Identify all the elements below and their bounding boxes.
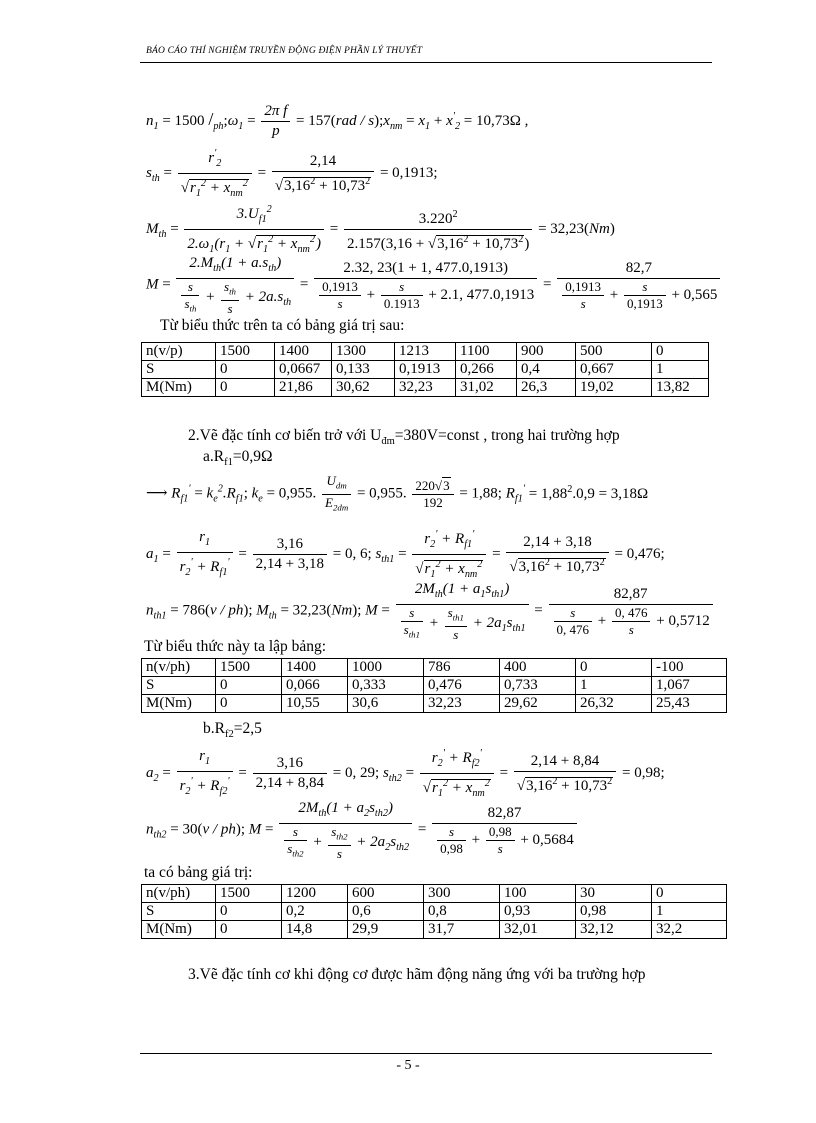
equation-sth: $s_{th}$ = $\frac{r'_2}{√r_1^2 + x_{nm}^2}$ = $\frac{2,14}{√3,16^2 + 10,73^2}$ = 0,1913; [146,145,438,202]
table-values-3 [141,884,727,939]
table-values-2 [141,658,727,713]
table-row: S 0 0,066 0,333 0,476 0,733 1 1,067 [142,677,727,695]
equation-rf1-ke: ⟶ $R_{f1}' = k_e^2.R_{f1}$; $k_e = 0,955$. $\frac{U_{dm}}{E_{2dm}}$ = 0,955. $\frac{220√3}{192}$ = 1,88; $R_{f1}' = 1,88^2.0,9 = 3,18\Omega$ [146,473,649,513]
section-3-heading: 3.Vẽ đặc tính cơ khi động cơ được hãm động năng ứng với ba trường hợp [188,966,646,983]
table-row: M(Nm) 0 21,86 30,62 32,23 31,02 26,3 19,02 13,82 [142,379,709,397]
equation-a1-sth1: $a_1$ = $\frac{r_1}{r_2' + R_{f1}'}$ = $\frac{3,16}{2,14 + 3,18}$ = 0, 6; $s_{th1}$ = $\frac{r_2' + R_{f1}'}{√r_1^2 + x_{nm}^2}$ = $\frac{2,14 + 3,18}{√3,16^2 + 10,73^2}$ = 0,476; [146,526,665,583]
footer-rule [140,1053,712,1054]
case-a-heading: $a.R_{f1}=0,9\Omega$ [203,448,273,469]
table2-intro: Từ biểu thức này ta lập bảng: [144,638,327,655]
equation-nth2-m: $n_{th2} = 30(v / ph)$; M = $2M_{th}(1 + a_2s_{th2})$ $\frac{s}{s_{th2}}$ + $\frac{s_{th2}}{s}$ + $2a_2s_{th2}$ = 82,87 $\frac{s}{0,98}$ + $\frac{0,98}{s}$ + 0,5684 [146,800,579,861]
equation-mth: $M_{th}$ = $\frac{3.U_{f1}^2}{2.\omega_1(r_1 + √r_1^2 + x_{nm}^2)}$ = $\frac{3.220^2}{2.157(3,16 + √3,16^2 + 10,73^2)}$ = 32,23(Nm) [146,201,615,258]
equation-n1-omega: $n_1 = 1500$ $/_{ph};\omega_1$ = $\frac{\text{2π f}}{p}$ = $157(rad / s);x_{nm} = x_1 + x'_2 = 10,73\Omega$ , [146,103,529,139]
table-values-1 [141,342,709,397]
table-row: M(Nm) 0 10,55 30,6 32,23 29,62 26,32 25,43 [142,695,727,713]
table-row: S 0 0,0667 0,133 0,1913 0,266 0,4 0,667 1 [142,361,709,379]
report-header: BÁO CÁO THÍ NGHIỆM TRUYỀN ĐỘNG ĐIỆN PHẦN LÝ THUYẾT [146,46,423,56]
table-row: S 0 0,2 0,6 0,8 0,93 0,98 1 [142,903,727,921]
table-row: n(v/ph) 1500 1200 600 300 100 30 0 [142,885,727,903]
section-2-heading: 2.Vẽ đặc tính cơ biến trở với $U_{đm}=380V=const$ , trong hai trường hợp [188,427,620,448]
table-row: n(v/ph) 1500 1400 1000 786 400 0 -100 [142,659,727,677]
table3-intro: ta có bảng giá trị: [144,864,253,881]
equation-nth1-m: $n_{th1} = 786(v / ph)$; $M_{th} = 32,23(Nm)$; M = $2M_{th}(1 + a_1s_{th1})$ $\frac{s}{s_{th1}}$ + $\frac{s_{th1}}{s}$ + $2a_1s_{th1}$ = 82,87 $\frac{s}{0, 476}$ + $\frac{0, 476}{s}$ + 0,5712 [146,581,715,642]
equation-a2-sth2: $a_2$ = $\frac{r_1}{r_2' + R_{f2}'}$ = $\frac{3,16}{2,14 + 8,84}$ = 0, 29; $s_{th2}$ = $\frac{r_2' + R_{f2}'}{√r_1^2 + x_{nm}^2}$ = $\frac{2,14 + 8,84}{√3,16^2 + 10,73^2}$ = 0,98; [146,745,665,802]
table-row: n(v/p) 1500 1400 1300 1213 1100 900 500 0 [142,343,709,361]
table1-intro: Từ biểu thức trên ta có bảng giá trị sau: [160,317,405,334]
equation-m-kloss: M = $2.M_{th}(1 + a.s_{th})$ $\frac{s}{s_{th}}$ + $\frac{s_{th}}{s}$ + $2a.s_{th}$ = 2.32, 23(1 + 1, 477.0,1913) $\frac{0,1913}{s}$ + $\frac{s}{0.1913}$ + 2.1, 477.0,1913 = 82,7 $\frac{0,1913}{s}$ + $\frac{s}{0,1913}$ + 0,565 [146,255,722,316]
case-b-heading: $b.R_{f2}=2,5$ [203,720,262,741]
table-row: M(Nm) 0 14,8 29,9 31,7 32,01 32,12 32,2 [142,921,727,939]
header-rule [140,62,712,63]
page-number: - 5 - [396,1058,420,1073]
